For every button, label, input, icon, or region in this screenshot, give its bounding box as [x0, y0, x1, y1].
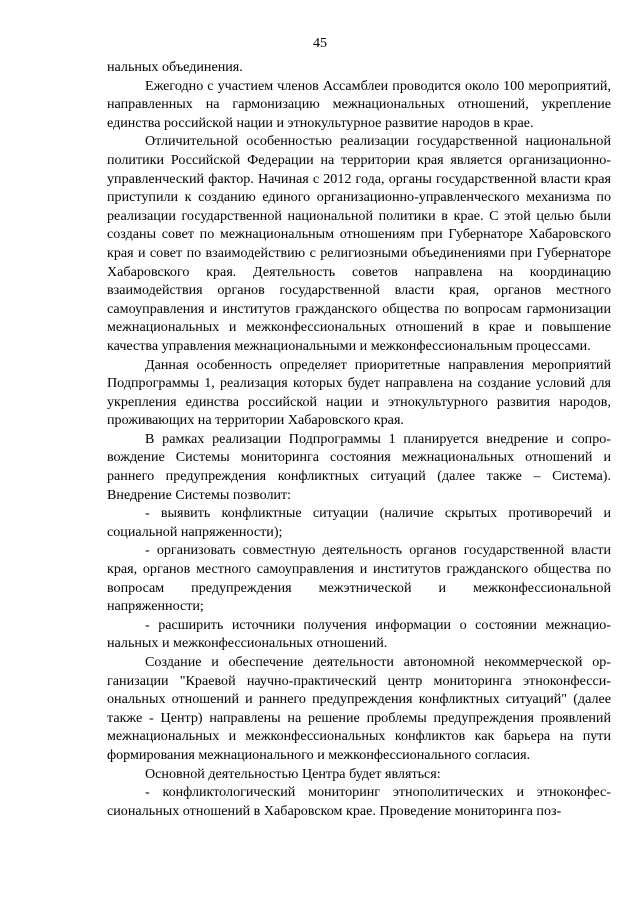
page-number: 45	[313, 36, 327, 51]
list-item-conflict-monitoring: - конфликтологический мониторинг этнополитических и этноконфессиональных отношений в Хабаровском крае. Проведение мониторинга поз-	[107, 784, 611, 819]
paragraph-assembly-events: Ежегодно с участием членов Ассамблеи проводится около 100 мероприятий, направленных на гармонизацию межнациональных отношений, укрепление единства российской нации и этнокультурное развитие народов в крае.	[107, 77, 611, 131]
paragraph-organizational-factor: Отличительной особенностью реализации государственной национальной политики Российской Федерации на территории края является организационно-управленческий фактор. Начиная с 2012 года, органы государственной власти края приступили к созданию единого организационно-управленческого механизма по реализации государственной национальной политики в крае. С этой целью были созданы совет по межнациональным отношениям при Губернаторе Хабаровского края и совет по взаимодействию с религиозными объединениями при Губернаторе Хабаровского края. Деятельность советов направлена на координацию взаимодействия органов государственной власти края, органов местного самоуправления и институтов гражданского общества по вопросам гармонизации межнациональных и межконфессиональных отношений в крае и повышение качества управления межнациональными и межконфессиональным процессами.	[107, 133, 611, 354]
list-item-expand-sources: - расширить источники получения информации о состоянии межнациональных и межконфессиональных отношений.	[107, 616, 611, 652]
body-text	[107, 58, 611, 820]
paragraph-monitoring-system: В рамках реализации Подпрограммы 1 планируется внедрение и сопровождение Системы мониторинга состояния межнациональных отношений и раннего предупреждения конфликтных ситуаций (далее также – Система). Внедрение Системы позволит:	[107, 430, 611, 503]
paragraph-center-activity: Основной деятельностью Центра будет являться:	[145, 765, 441, 782]
paragraph-priority-directions: Данная особенность определяет приоритетные направления мероприятий Подпрограммы 1, реализация которых будет направлена на создание условий для укрепления единства российской нации и этнокультурного развития народов, проживающих на территории Хабаровского края.	[107, 356, 611, 429]
paragraph-continuation: нальных объединения.	[107, 59, 243, 75]
list-item-identify-conflicts: - выявить конфликтные ситуации (наличие скрытых противоречий и социальной напряженности);	[107, 505, 611, 540]
list-item-organize-cooperation: - организовать совместную деятельность органов государственной власти края, органов местного самоуправления и институтов гражданского общества по вопросам предупреждения межэтнической и межконфессиональной напряженности;	[107, 542, 611, 615]
paragraph-center-creation: Создание и обеспечение деятельности автономной некоммерческой организации "Краевой научно-практический центр мониторинга этноконфессиональных отношений и раннего предупреждения конфликтных ситуаций" (далее также - Центр) направлены на решение проблемы предупреждения проявлений межнациональных и межконфессиональных конфликтов как барьера на пути формирования межнационального и межконфессионального согласия.	[107, 654, 611, 763]
